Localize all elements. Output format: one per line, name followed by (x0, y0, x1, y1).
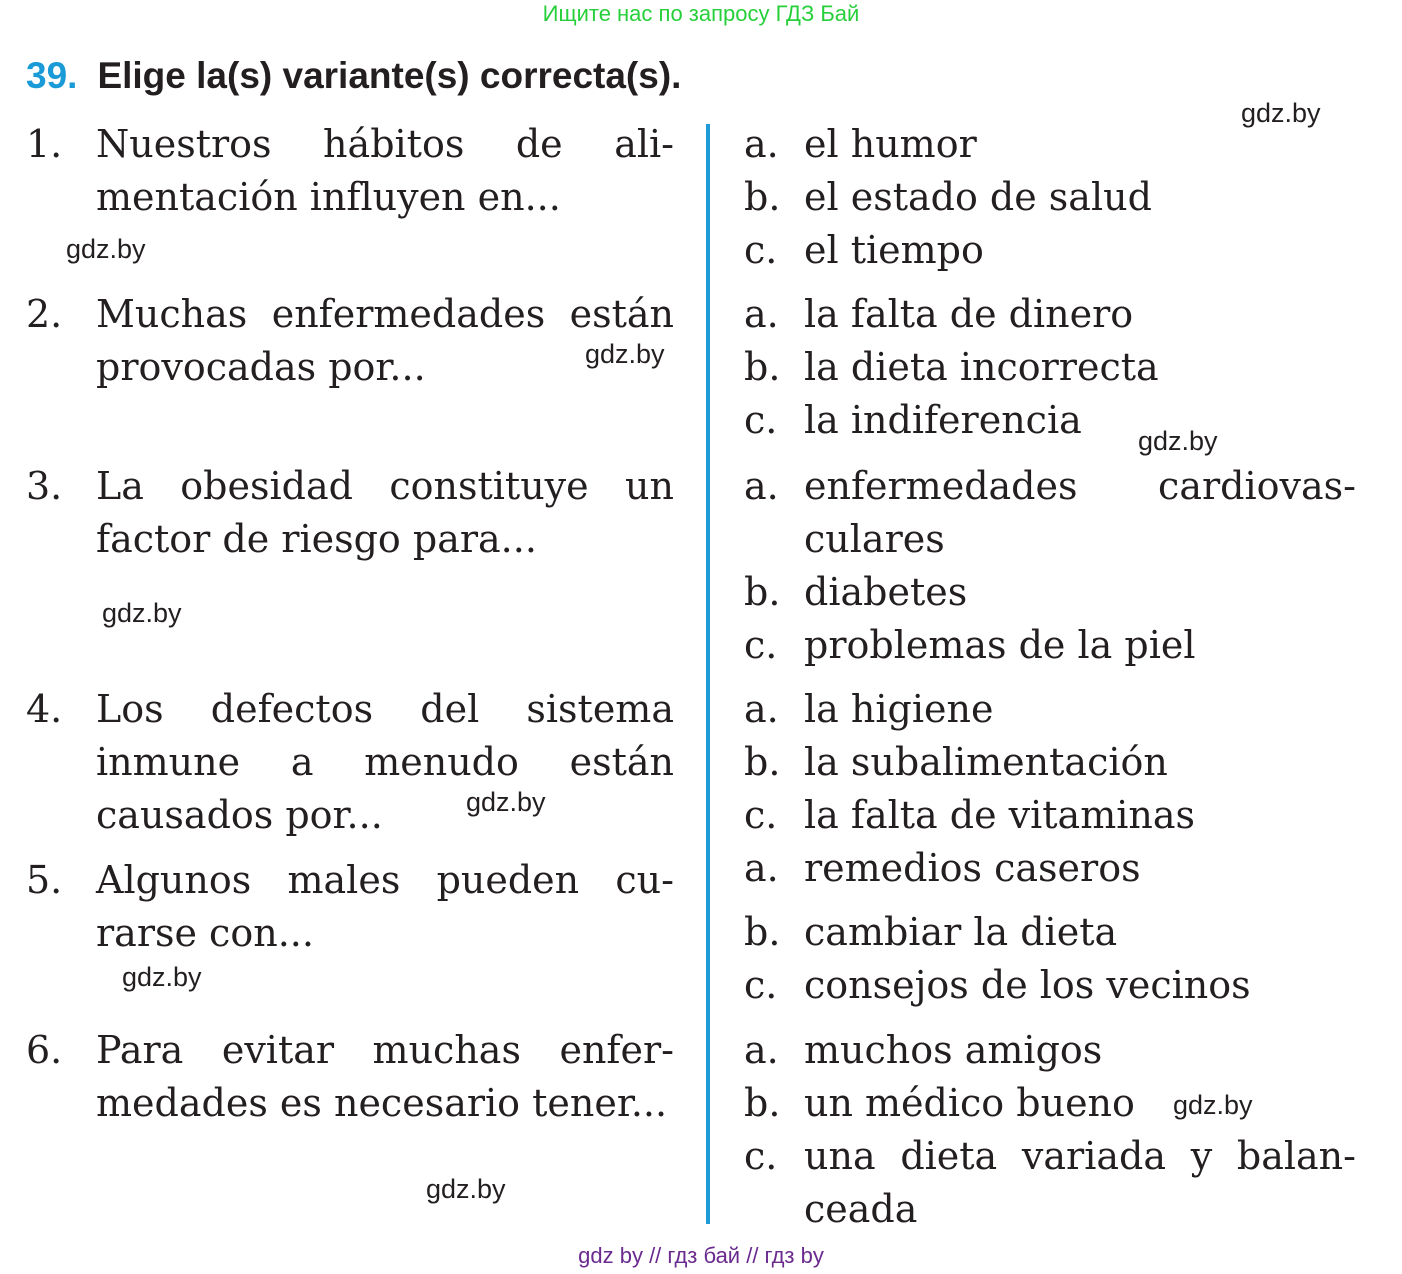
watermark: gdz.by (122, 962, 202, 992)
option-letter: c. (744, 228, 778, 272)
question-text: La obesidad constituye un factor de riesgo para... (96, 464, 674, 561)
watermark: gdz.by (426, 1174, 506, 1204)
option-text: cambiar la dieta (804, 910, 1118, 954)
option-1b[interactable] (744, 171, 1356, 224)
option-letter: b. (744, 1081, 781, 1125)
option-text: la falta de dinero (804, 292, 1134, 336)
question-number: 1. (26, 122, 63, 166)
question-number: 4. (26, 687, 63, 731)
option-2b[interactable] (744, 341, 1356, 394)
option-3c[interactable] (744, 619, 1356, 672)
option-letter: a. (744, 122, 779, 166)
option-letter: b. (744, 345, 781, 389)
task-number: 39. (26, 55, 78, 96)
option-4a[interactable] (744, 683, 1356, 736)
option-text: el tiempo (804, 228, 984, 272)
question-text: Los defectos del sistema inmune a menudo están causados por... (96, 687, 674, 837)
option-text: enfermedades cardiovasculares (804, 464, 1356, 561)
option-letter: c. (744, 963, 778, 1007)
option-letter: b. (744, 175, 781, 219)
option-letter: a. (744, 846, 779, 890)
question-text: Algunos males pueden curarse con... (96, 858, 674, 955)
option-6c[interactable] (744, 1130, 1356, 1236)
option-letter: a. (744, 687, 779, 731)
watermark: gdz.by (585, 339, 665, 369)
watermark: gdz.by (1173, 1090, 1253, 1120)
watermark: gdz.by (1241, 98, 1321, 128)
watermark: gdz.by (66, 234, 146, 264)
option-letter: a. (744, 1028, 779, 1072)
option-3b[interactable] (744, 566, 1356, 619)
option-text: la indiferencia (804, 398, 1082, 442)
option-text: la higiene (804, 687, 994, 731)
option-letter: c. (744, 1134, 778, 1178)
option-text: el estado de salud (804, 175, 1152, 219)
option-text: remedios caseros (804, 846, 1141, 890)
option-letter: c. (744, 398, 778, 442)
task-title: Elige la(s) variante(s) correcta(s). (97, 55, 682, 96)
option-text: la subalimentación (804, 740, 1168, 784)
question-number: 3. (26, 464, 63, 508)
option-3a[interactable] (744, 460, 1356, 566)
question-5 (26, 854, 674, 960)
option-text: muchos amigos (804, 1028, 1103, 1072)
option-letter: a. (744, 464, 779, 508)
option-5a[interactable] (744, 842, 1356, 895)
option-2c[interactable] (744, 394, 1356, 447)
option-5c[interactable] (744, 959, 1356, 1012)
option-letter: b. (744, 570, 781, 614)
option-letter: a. (744, 292, 779, 336)
watermark: gdz.by (102, 598, 182, 628)
question-number: 5. (26, 858, 63, 902)
question-text: Muchas enfermedades están provocadas por... (96, 292, 674, 389)
question-text: Nuestros hábitos de alimentación influyen en... (96, 122, 674, 219)
search-banner[interactable]: Ищите нас по запросу ГДЗ Бай (542, 1, 860, 26)
task-heading (26, 54, 681, 98)
question-3 (26, 460, 674, 566)
question-6 (26, 1024, 674, 1130)
option-text: diabetes (804, 570, 968, 614)
option-text: la falta de vitaminas (804, 793, 1196, 837)
option-2a[interactable] (744, 288, 1356, 341)
question-text: Para evitar muchas enfermedades es necesario tener... (96, 1028, 674, 1125)
question-2 (26, 288, 674, 394)
column-divider (706, 124, 710, 1224)
option-5b[interactable] (744, 906, 1356, 959)
question-1 (26, 118, 674, 224)
option-letter: b. (744, 740, 781, 784)
question-number: 6. (26, 1028, 63, 1072)
option-letter: b. (744, 910, 781, 954)
option-text: un médico bueno (804, 1081, 1135, 1125)
watermark: gdz.by (1138, 426, 1218, 456)
option-4b[interactable] (744, 736, 1356, 789)
option-1c[interactable] (744, 224, 1356, 277)
question-number: 2. (26, 292, 63, 336)
watermark: gdz.by (466, 787, 546, 817)
question-4 (26, 683, 674, 842)
option-text: una dieta variada y balanceada (804, 1134, 1356, 1231)
option-4c[interactable] (744, 789, 1356, 842)
option-letter: c. (744, 793, 778, 837)
option-text: consejos de los vecinos (804, 963, 1251, 1007)
option-text: el humor (804, 122, 977, 166)
option-6b[interactable] (744, 1077, 1356, 1130)
footer-links[interactable]: gdz by // гдз бай // гдз by (578, 1243, 824, 1268)
option-text: problemas de la piel (804, 623, 1196, 667)
option-6a[interactable] (744, 1024, 1356, 1077)
option-text: la dieta incorrecta (804, 345, 1159, 389)
option-letter: c. (744, 623, 778, 667)
